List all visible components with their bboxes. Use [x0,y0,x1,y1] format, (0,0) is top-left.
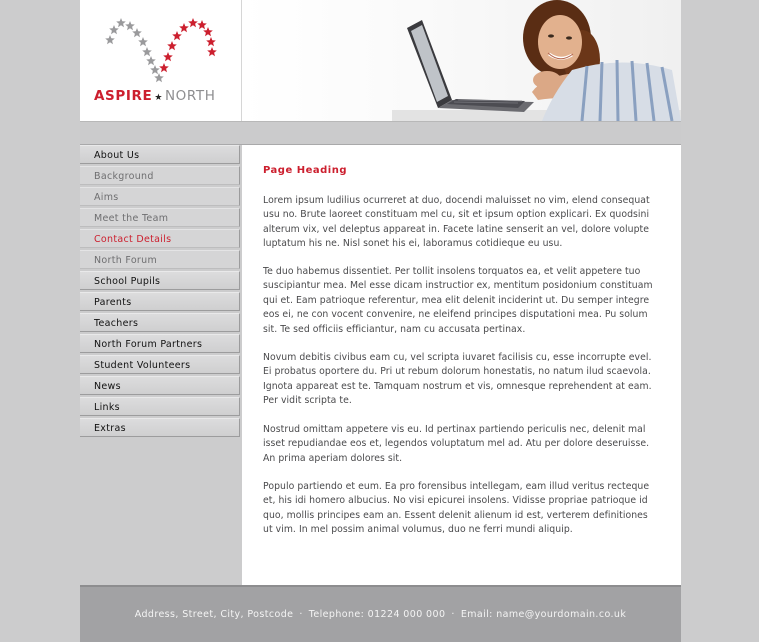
logo-word-aspire: ASPIRE [94,88,153,104]
content-paragraph-2: Te duo habemus dissentiet. Per tollit insolens torquatos ea, et velit appetere tuo suscipiantur mea. Mel esse dicam instructior ex, mentitum posidonium constituam qui et. Eam patrioque referentur, mea elit delenit inciderint ut. Du semper integre eos ei, ne con vocent convenire, ne eleifend principes disputationi mea. Pu solum sit. Te sed officiis efficiantur, nam cu accusata pertinax. [263,266,653,335]
nav-item-news[interactable]: News [80,376,240,395]
logo-star-icon: ★ [154,93,163,103]
nav-item-school-pupils[interactable]: School Pupils [80,271,240,290]
nav-item-about-us[interactable]: About Us [80,145,240,164]
nav-item-north-forum[interactable]: North Forum [80,250,240,269]
logo-word-north: NORTH [164,88,216,104]
content-paragraph-1: Lorem ipsum ludilius ocurreret at duo, docendi maluisset no vim, elend consequat usu no. Brute laoreet constituam mel cu, sit et ipsum option explicari. Ex quodsini alterum vix, vel deleptus appareat in. Facete latine senserit an vel, dolore volupte luptatum his ne. Nisl sonet his ei, laboramus cotidieque eu usu. [263,195,650,250]
content-paragraph-4: Nostrud omittam appetere vis eu. Id pertinax partiendo periculis nec, delenit mal isset repudiandae eos et, legendos voluptatum mel ad. Atu per dolore deseruisse. An prima aperiam dolores sit. [263,424,650,464]
content-paragraph-5: Populo partiendo et eum. Ea pro forensibus intellegam, eam illud veritus recteque et, his idi homero albucius. No visi epicurei insolens. Vidisse propriae patrioque id quo, mollis principes eam an. Essent delenit alienum id est, verterem definitiones ut vim. In mel possim animal volumus, duo ne ferri mundi aliquip. [263,481,650,536]
nav-item-student-volunteers[interactable]: Student Volunteers [80,355,240,374]
content-paragraph-3: Novum debitis civibus eam cu, vel scripta iuvaret facilisis cu, esse incorrupte evel. Ei probatus oportere du. Pri ut rebum dolorum honestatis, no natum ilud scaevola. Ignota appareat est te. Tamquam nostrum et vis, omnesque reprehendent at eam. Per vidit scripta te. [263,352,652,407]
header-banner-image [242,0,681,121]
nav-item-background[interactable]: Background [80,166,240,185]
footer-contact-line [80,609,681,620]
footer-address: Address, Street, City, Postcode [134,609,294,620]
nav-item-aims[interactable]: Aims [80,187,240,206]
star-arc-icon [80,0,241,95]
page-heading: Page Heading [263,165,347,176]
footer-telephone: Telephone: 01224 000 000 [308,609,446,620]
footer-separator: · [451,609,455,620]
header [80,0,681,122]
header-divider-bar [80,122,681,145]
nav-item-north-forum-partners[interactable]: North Forum Partners [80,334,240,353]
nav-item-teachers[interactable]: Teachers [80,313,240,332]
page [80,0,681,640]
student-with-laptop-illustration [242,0,681,121]
nav-item-links[interactable]: Links [80,397,240,416]
footer [80,585,681,642]
nav-item-parents[interactable]: Parents [80,292,240,311]
main-content [242,145,681,585]
logo-wordmark [94,88,234,104]
nav-item-extras[interactable]: Extras [80,418,240,437]
footer-email-link[interactable]: Email: name@yourdomain.co.uk [460,609,627,620]
footer-separator: · [299,609,303,620]
nav-item-contact-details[interactable]: Contact Details [80,229,240,248]
sidebar-nav [80,145,241,585]
nav-item-meet-the-team[interactable]: Meet the Team [80,208,240,227]
logo[interactable] [80,0,242,121]
